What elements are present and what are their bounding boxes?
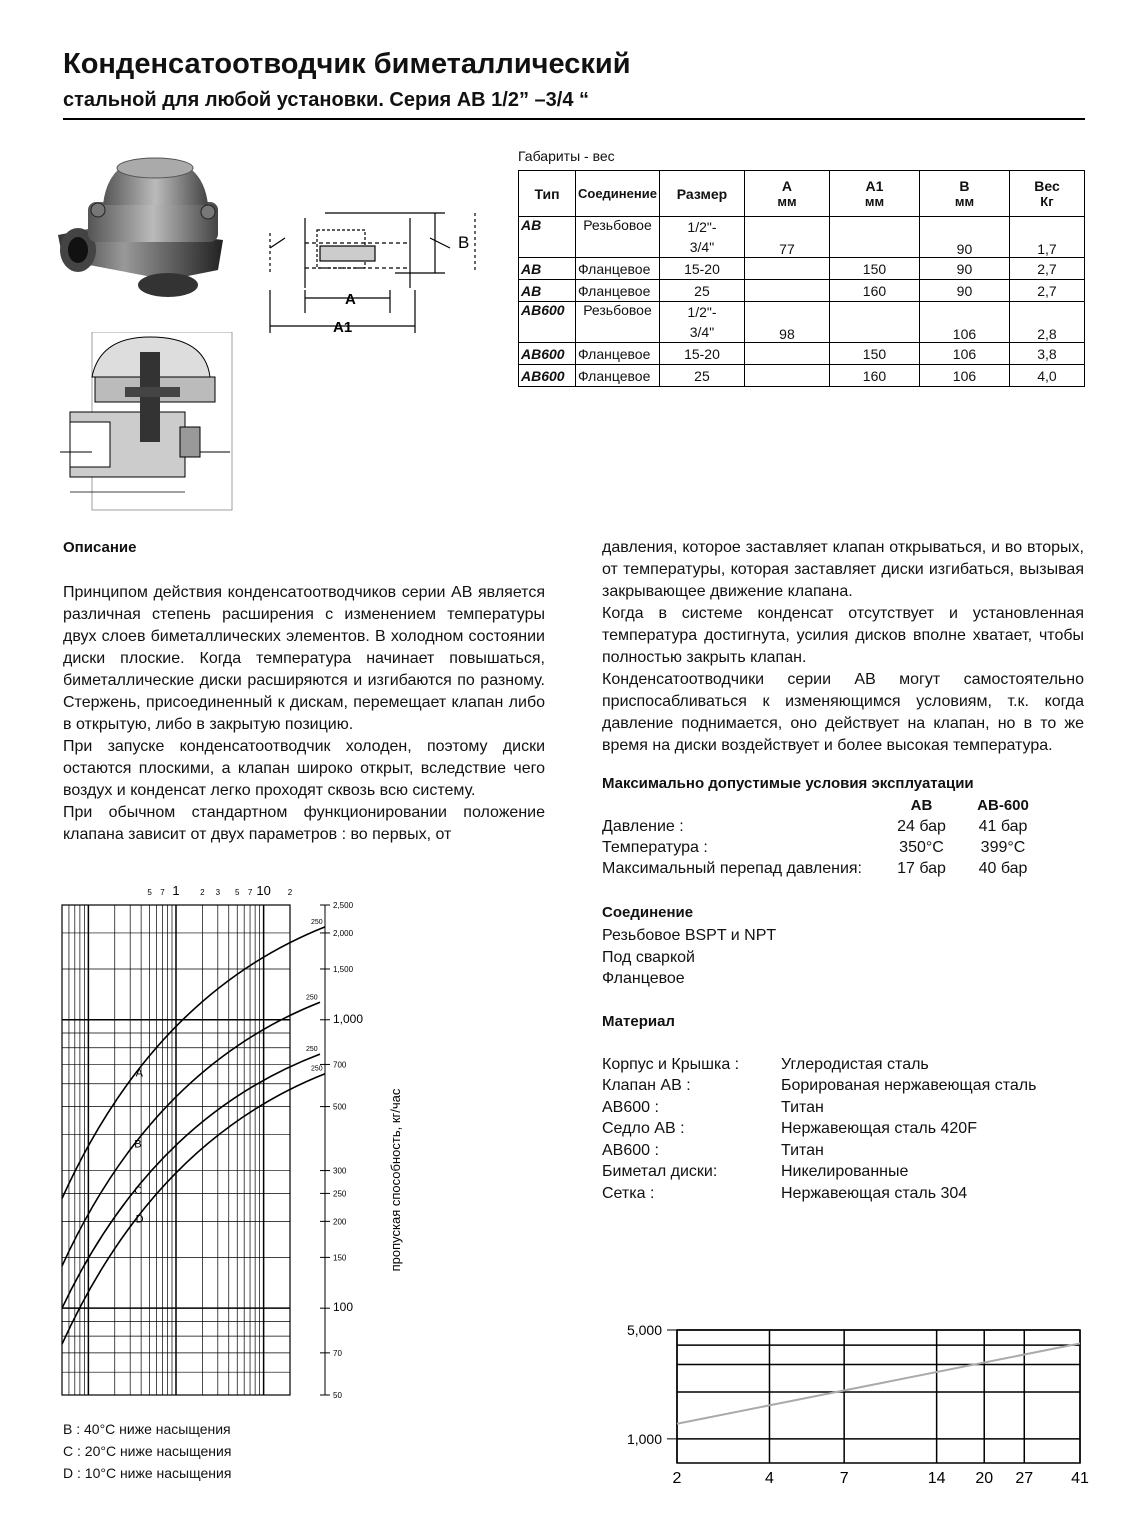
series-end-label: 250 (306, 994, 318, 1002)
series-line-B (62, 1002, 320, 1266)
capacity-chart-series (62, 919, 325, 1344)
cell-a (744, 258, 829, 280)
capacity-chart-y-ticks (320, 901, 363, 1400)
x-tick-label: 41 (1071, 1470, 1089, 1487)
col-header-b-unit: мм (954, 194, 975, 209)
conditions-value-ab: 24 бар (897, 817, 946, 835)
material-row (600, 1076, 1038, 1098)
x-tick-label: 7 (247, 888, 253, 897)
conditions-label-col (600, 795, 882, 816)
cell-b: 106 (919, 302, 1009, 343)
cell-type: AB600 (519, 302, 576, 343)
material-label: Биметал диски: (602, 1163, 718, 1181)
material-row (600, 1097, 1038, 1119)
cell-connection: Резьбовое (576, 302, 660, 343)
capacity-chart-grid (62, 905, 290, 1395)
cell-a: 98 (744, 302, 829, 343)
series-label-A: A (135, 1067, 143, 1080)
material-row (600, 1140, 1038, 1162)
series-line-D (62, 1074, 325, 1344)
cell-weight: 2,7 (1009, 258, 1084, 280)
conditions-heading: Максимально допустимые условия эксплуатации (602, 775, 974, 792)
col-header-b (919, 171, 1009, 217)
y-tick-label: 2,500 (333, 901, 354, 910)
material-label: Корпус и Крышка : (602, 1055, 740, 1073)
material-value: Нержавеющая сталь 420F (781, 1120, 977, 1138)
y-tick-label: 500 (333, 1102, 347, 1112)
series-label-B: B (134, 1138, 142, 1151)
cell-type: AB (519, 258, 576, 280)
cell-connection: Фланцевое (576, 258, 660, 280)
dim-a-label: A (345, 291, 356, 308)
conditions-value-ab600: 399°C (980, 838, 1026, 856)
y-tick-label: 5,000 (626, 1322, 662, 1338)
conditions-label: Максимальный перепад давления: (602, 859, 862, 877)
cell-a: 77 (744, 217, 829, 258)
description-left-column (63, 582, 545, 846)
capacity-chart (40, 880, 420, 1400)
cell-size-top: 1/2"- (687, 219, 717, 235)
material-row (600, 1119, 1038, 1141)
material-label: Сетка : (602, 1184, 655, 1202)
table-row (519, 258, 1085, 280)
cell-weight: 4,0 (1009, 365, 1084, 387)
x-tick-label: 27 (1015, 1470, 1034, 1487)
cell-connection: Фланцевое (576, 343, 660, 365)
dimension-drawing (265, 198, 480, 338)
cell-connection: Фланцевое (576, 365, 660, 387)
connection-item: Под сваркой (602, 948, 695, 966)
cell-size-bottom: 3/4" (689, 239, 715, 255)
material-row (600, 1054, 1038, 1076)
description-paragraph: давления, которое заставляет клапан открываться, и во вторых, от температуры, которая заставляет диски изгибаться, вызывая закрывающее движение клапана. (602, 539, 1084, 600)
cell-b: 90 (919, 258, 1009, 280)
conditions-col-ab600: АВ-600 (977, 797, 1029, 814)
capacity-chart-legend (63, 1418, 231, 1484)
series-end-label: 250 (311, 918, 323, 926)
x-tick-label: 7 (839, 1470, 849, 1487)
col-header-a1-unit: мм (864, 194, 885, 209)
pressure-chart-grid (677, 1330, 1080, 1463)
cell-b: 106 (919, 365, 1009, 387)
x-tick-label: 3 (215, 888, 221, 897)
connection-list (602, 925, 776, 990)
x-tick-label: 20 (975, 1470, 994, 1487)
x-tick-label: 5 (147, 888, 152, 897)
cell-a1 (829, 217, 919, 258)
cell-type: AB (519, 280, 576, 302)
col-header-a1 (829, 171, 919, 217)
material-label: Клапан АВ : (602, 1077, 691, 1095)
pressure-chart (620, 1318, 1100, 1488)
page-title: Конденсатоотводчик биметаллический (63, 48, 631, 80)
connection-item: Фланцевое (602, 970, 685, 987)
cell-a (744, 280, 829, 302)
cell-weight: 1,7 (1009, 217, 1084, 258)
col-header-weight-unit: Кг (1040, 194, 1054, 209)
description-paragraph: Конденсатоотводчики серии АВ могут самостоятельно приспосабливаться к изменяющимся условиям, т.к. когда давление поднимается, оно действует на клапан, но в то же время на диски воздействует и более высокая температура. (602, 671, 1084, 754)
section-drawing (40, 332, 240, 517)
dims-table-caption: Габариты - вес (518, 148, 615, 164)
y-tick-label: 1,500 (333, 964, 354, 974)
cell-b: 90 (919, 280, 1009, 302)
connection-item: Резьбовое BSPT и NPT (602, 927, 777, 944)
x-tick-label: 2 (200, 888, 205, 897)
material-value: Титан (781, 1098, 824, 1116)
col-header-size: Размер (659, 171, 744, 217)
cell-size-top: 1/2"- (687, 304, 717, 320)
cell-a1: 160 (829, 365, 919, 387)
x-tick-label: 14 (927, 1470, 946, 1487)
material-value: Нержавеющая сталь 304 (781, 1184, 968, 1202)
conditions-label: Температура : (602, 838, 708, 856)
cell-a1: 160 (829, 280, 919, 302)
cell-size: 25 (659, 365, 744, 387)
cell-a1: 150 (829, 258, 919, 280)
series-end-label: 250 (306, 1046, 318, 1054)
cell-weight: 2,7 (1009, 280, 1084, 302)
series-end-label: 250 (311, 1065, 323, 1073)
x-tick-label: 2 (287, 888, 293, 897)
y-tick-label: 200 (333, 1217, 347, 1227)
cell-b: 90 (919, 217, 1009, 258)
cell-weight: 3,8 (1009, 343, 1084, 365)
cell-weight: 2,8 (1009, 302, 1084, 343)
page-subtitle: стальной для любой установки. Серия АВ 1/2” –3/4 “ (63, 89, 590, 111)
col-header-connection: Соединение (576, 171, 660, 217)
cell-size: 15-20 (659, 258, 744, 280)
cell-size: 25 (659, 280, 744, 302)
conditions-col-ab: АВ (910, 797, 933, 814)
x-tick-label: 1 (172, 883, 180, 898)
description-heading: Описание (63, 539, 137, 556)
table-row (519, 217, 1085, 258)
product-photo (48, 150, 233, 320)
connection-heading: Соединение (602, 904, 694, 921)
cell-a (744, 343, 829, 365)
y-tick-label: 150 (333, 1253, 347, 1263)
material-row (600, 1183, 1038, 1205)
material-value: Титан (781, 1141, 824, 1159)
cell-connection: Резьбовое (576, 217, 660, 258)
chart-frame (677, 1330, 1080, 1463)
cell-type: AB600 (519, 343, 576, 365)
x-tick-label: 2 (672, 1470, 682, 1487)
pressure-chart-x-ticks (673, 1470, 1089, 1487)
description-paragraph: При обычном стандартном функционировании положение клапана зависит от двух параметров : во первых, от (63, 804, 545, 843)
legend-entry: B : 40°C ниже насыщения (63, 1421, 231, 1437)
cell-connection: Фланцевое (576, 280, 660, 302)
col-header-b-label: B (959, 178, 970, 194)
cell-size (659, 217, 744, 258)
y-tick-label: 1,000 (626, 1430, 662, 1447)
x-tick-label: 4 (765, 1470, 774, 1487)
dims-table (518, 170, 1085, 387)
legend-entry: D : 10°C ниже насыщения (63, 1465, 232, 1481)
material-label: Седло АВ : (602, 1120, 685, 1138)
conditions-value-ab: 17 бар (897, 859, 946, 877)
capacity-chart-ylabel: пропуская способность, кг/час (388, 1088, 403, 1272)
description-right-column (602, 537, 1084, 757)
legend-entry: C : 20°C ниже насыщения (63, 1443, 232, 1459)
y-tick-label: 300 (333, 1166, 347, 1176)
y-tick-label: 1,000 (333, 1011, 364, 1026)
material-row (600, 1162, 1038, 1184)
y-tick-label: 50 (333, 1391, 342, 1400)
description-paragraph: Когда в системе конденсат отсутствует и установленная температура достигнута, усилия дисков вполне хватает, чтобы полностью закрыть клапан. (602, 605, 1084, 666)
conditions-row (600, 858, 1045, 879)
cell-size-bottom: 3/4" (689, 324, 715, 340)
conditions-row (600, 837, 1045, 858)
col-header-type: Тип (519, 171, 576, 217)
cell-type: AB (519, 217, 576, 258)
conditions-row (600, 816, 1045, 837)
y-tick-label: 70 (333, 1348, 342, 1358)
cell-a (744, 365, 829, 387)
cell-b: 106 (919, 343, 1009, 365)
conditions-header-row (600, 795, 1045, 816)
material-value: Никелированные (781, 1163, 909, 1181)
conditions-value-ab: 350°C (899, 838, 944, 856)
material-heading: Материал (602, 1013, 675, 1030)
y-tick-label: 700 (333, 1060, 347, 1070)
x-tick-label: 10 (256, 883, 271, 898)
cell-type: AB600 (519, 365, 576, 387)
table-header-row (519, 171, 1085, 217)
material-table (600, 1054, 1038, 1205)
y-tick-label: 100 (333, 1300, 354, 1315)
series-line-A (62, 927, 325, 1199)
conditions-label: Давление : (602, 817, 684, 835)
pressure-chart-y-ticks (627, 1322, 677, 1447)
table-row (519, 302, 1085, 343)
y-tick-label: 2,000 (333, 928, 354, 938)
conditions-value-ab600: 40 бар (978, 859, 1028, 877)
x-tick-label: 5 (235, 888, 240, 897)
cell-size: 15-20 (659, 343, 744, 365)
dim-b-label: B (458, 233, 470, 252)
conditions-table (600, 795, 1045, 879)
col-header-a1-label: A1 (865, 178, 884, 194)
header-rule (63, 118, 1085, 120)
col-header-a (744, 171, 829, 217)
y-tick-label: 250 (333, 1189, 347, 1199)
table-row (519, 343, 1085, 365)
col-header-weight (1009, 171, 1084, 217)
dim-a1-label: A1 (333, 319, 353, 336)
cell-a1: 150 (829, 343, 919, 365)
capacity-chart-x-ticks (147, 883, 292, 898)
table-row (519, 280, 1085, 302)
material-label: АВ600 : (602, 1098, 659, 1116)
col-header-weight-label: Вес (1034, 178, 1060, 194)
series-label-D: D (135, 1213, 144, 1226)
col-header-a-unit: мм (777, 194, 797, 209)
description-paragraph: Принципом действия конденсатоотводчиков серии АВ является различная степень расширения с изменением температуры двух слоев биметаллических элементов. В холодном состоянии диски плоские. Когда температура начинает повышаться, биметаллические диски расширяются и изгибаются по разному. Стержень, присоединенный к дискам, перемещает клапан либо в открытую, либо в закрытую позицию. (63, 584, 545, 733)
series-label-C: C (134, 1184, 143, 1197)
pressure-chart-series (677, 1343, 1080, 1423)
series-line (677, 1343, 1080, 1423)
conditions-value-ab600: 41 бар (978, 817, 1028, 835)
description-paragraph: При запуске конденсатоотводчик холоден, поэтому диски остаются плоскими, а клапан широко открыт, вследствие чего воздух и конденсат легко проходят сквозь всю систему. (63, 738, 545, 799)
cell-size (659, 302, 744, 343)
material-value: Углеродистая сталь (781, 1055, 929, 1073)
material-value: Борированая нержавеющая сталь (781, 1077, 1037, 1095)
x-tick-label: 7 (160, 888, 165, 897)
col-header-a-label: A (781, 178, 793, 194)
material-label: АВ600 : (602, 1141, 659, 1159)
cell-a1 (829, 302, 919, 343)
table-row (519, 365, 1085, 387)
